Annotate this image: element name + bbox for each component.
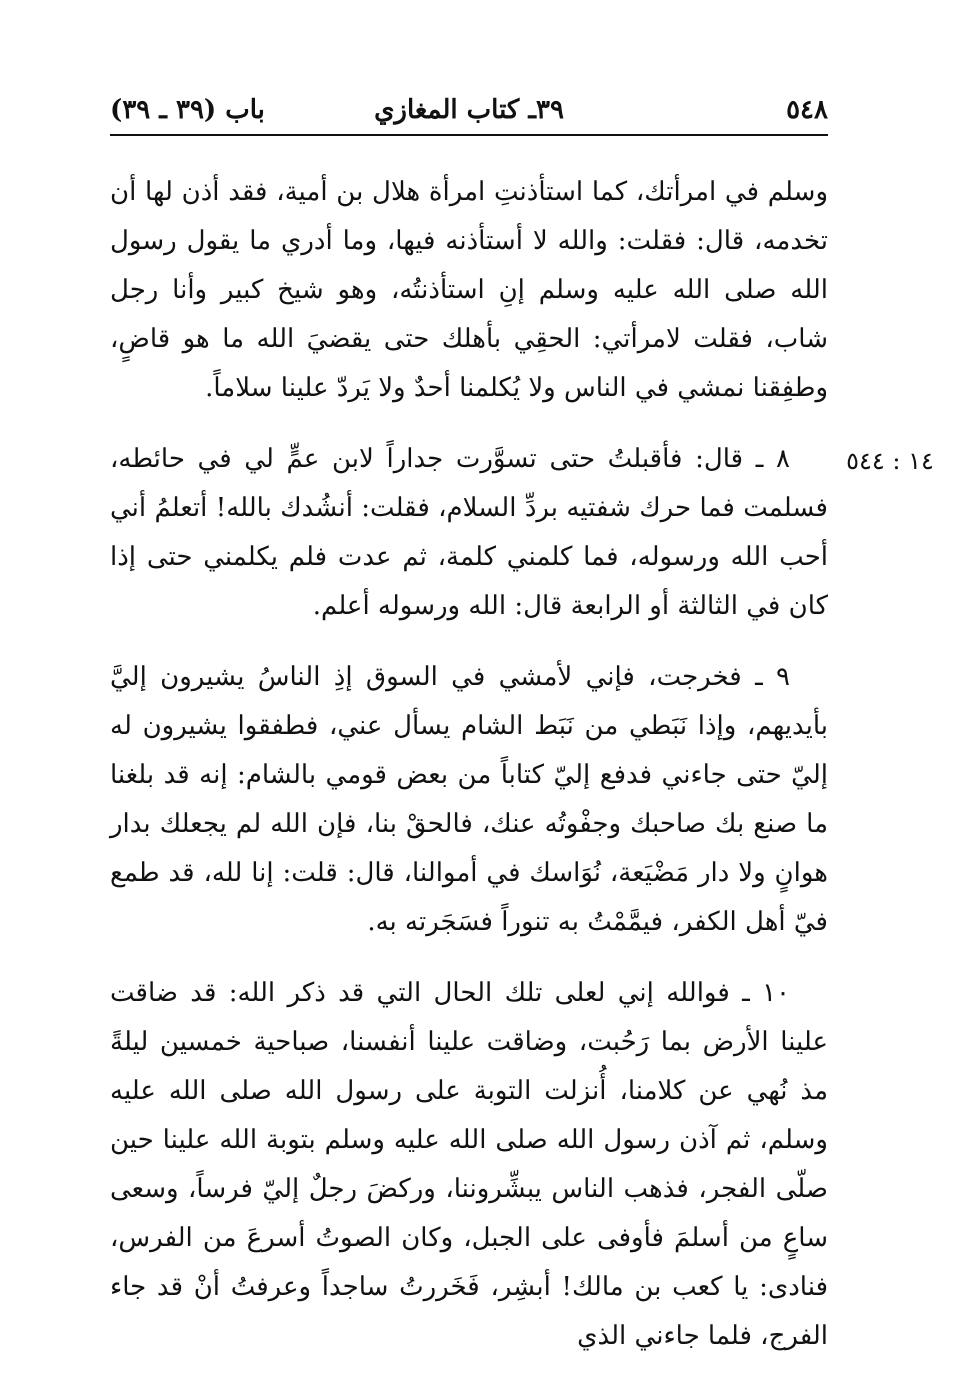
chapter-title: ٣٩ـ كتاب المغازي xyxy=(374,95,564,125)
running-header xyxy=(110,92,828,132)
margin-reference: ١٤ : ٥٤٤ xyxy=(846,447,934,475)
body-text xyxy=(110,168,828,1383)
section-reference: باب (٣٩ ـ ٣٩) xyxy=(110,95,265,125)
paragraph: وسلم في امرأتك، كما استأذنتِ امرأة هلال بن أمية، فقد أذن لها أن تخدمه، قال: فقلت: والله لا أستأذنه فيها، وما أدري ما يقول رسول الله صلى الله عليه وسلم إنِ استأذنتُه، وهو شيخ كبير وأنا رجل شاب، فقلت لامرأتي: الحقِي بأهلك حتى يقضيَ الله ما هو قاضٍ، وطفِقنا نمشي في الناس ولا يُكلمنا أحدٌ ولا يَردّ علينا سلاماً. xyxy=(110,177,828,403)
paragraph: ٨ ـ قال: فأقبلتُ حتى تسوَّرت جداراً لابن عمٍّ لي في حائطه، فسلمت فما حرك شفتيه بردِّ السلام، فقلت: أنشُدك بالله! أتعلمُ أني أحب الله ورسوله، فما كلمني كلمة، ثم عدت فلم يكلمني حتى إذا كان في الثالثة أو الرابعة قال: الله ورسوله أعلم. xyxy=(110,444,828,621)
header-rule xyxy=(110,134,828,136)
page-number: ٥٤٨ xyxy=(786,95,828,125)
paragraph: ٩ ـ فخرجت، فإني لأمشي في السوق إذِ الناسُ يشيرون إليَّ بأيديهم، وإذا نَبَطي من نَبَط الشام يسأل عني، فطفقوا يشيرون له إليّ حتى جاءني فدفع إليّ كتاباً من بعض قومي بالشام: إنه قد بلغنا ما صنع بك صاحبك وجفْوتُه عنك، فالحقْ بنا، فإن الله لم يجعلك بدار هوانٍ ولا دار مَضْيَعة، نُوَاسك في أموالنا، قال: قلت: إنا لله، قد طمع فيّ أهل الكفر، فيمَّمْتُ به تنوراً فسَجَرته به. xyxy=(110,662,828,937)
paragraph: ١٠ ـ فوالله إني لعلى تلك الحال التي قد ذكر الله: قد ضاقت علينا الأرض بما رَحُبت، وضاقت علينا أنفسنا، صباحية خمسين ليلةً مذ نُهي عن كلامنا، أُنزلت التوبة على رسول الله صلى الله عليه وسلم، ثم آذن رسول الله صلى الله عليه وسلم بتوبة الله علينا حين صلّى الفجر، فذهب الناس يبشِّروننا، وركضَ رجلٌ إليّ فرساً، وسعى ساعٍ من أسلمَ فأوفى على الجبل، وكان الصوتُ أسرعَ من الفرس، فنادى: يا كعب بن مالك! أبشِر، فَخَررتُ ساجداً وعرفتُ أنْ قد جاء الفرج، فلما جاءني الذي xyxy=(110,978,828,1351)
